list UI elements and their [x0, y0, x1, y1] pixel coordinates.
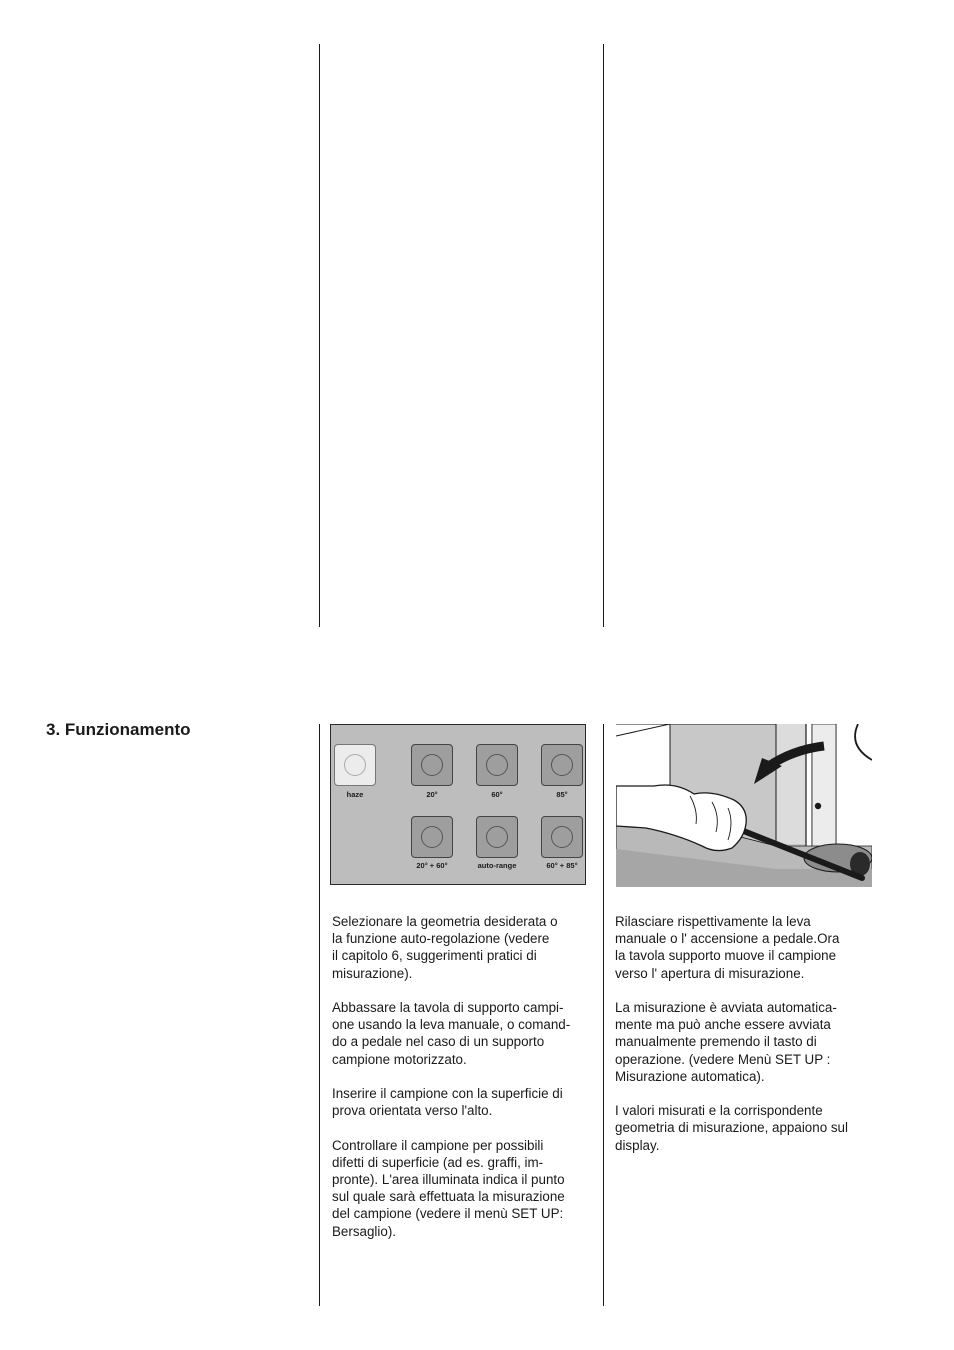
right-text-column — [615, 913, 885, 1171]
column-divider-top-left — [319, 44, 320, 627]
left-text-column — [332, 913, 594, 1257]
20-degree-key-label: 20° — [426, 790, 438, 799]
paragraph-values-displayed — [615, 1102, 885, 1154]
column-divider-bottom-right — [603, 724, 604, 1306]
key-ring-icon — [551, 826, 573, 848]
20-degree-key — [411, 744, 453, 786]
key-ring-icon — [486, 826, 508, 848]
text: I valori misurati e la corrispondente geometria di misurazione, appaiono sul display. — [615, 1103, 848, 1153]
text: Abbassare la tavola di supporto campi- one usando la leva manuale, o comand- do a pedale nel caso di un supporto campione motorizzato. — [332, 1000, 571, 1067]
key-ring-icon — [551, 754, 573, 776]
60-degree-key — [476, 744, 518, 786]
paragraph-select-geometry — [332, 913, 594, 982]
text: Inserire il campione con la superficie di prova orientata verso l'alto. — [332, 1086, 563, 1119]
60-degree-key-label: 60° — [491, 790, 503, 799]
haze-key — [334, 744, 376, 786]
column-divider-top-right — [603, 44, 604, 627]
paragraph-release-lever — [615, 913, 885, 982]
85-degree-key — [541, 744, 583, 786]
text: Rilasciare rispettivamente la leva manuale o l' accensione a pedale.Ora la tavola supporto muove il campione verso l' apertura di misurazione. — [615, 914, 840, 981]
paragraph-lower-table — [332, 999, 594, 1068]
60-plus-85-key — [541, 816, 583, 858]
column-divider-bottom-left — [319, 724, 320, 1306]
60-plus-85-key-label: 60° + 85° — [546, 861, 578, 870]
auto-range-key-label: auto-range — [477, 861, 517, 870]
20-plus-60-key — [411, 816, 453, 858]
text: La misurazione è avviata automatica- mente ma può anche essere avviata manualmente premendo il tasto di operazione. (vedere Menù SET UP : Misurazione automatica). — [615, 1000, 837, 1084]
section-heading: 3. Funzionamento — [46, 720, 191, 739]
haze-key-label: haze — [346, 790, 364, 799]
lever-illustration — [616, 724, 872, 887]
20-plus-60-key-label: 20° + 60° — [416, 861, 448, 870]
key-ring-icon — [421, 826, 443, 848]
paragraph-check-sample — [332, 1137, 594, 1240]
key-ring-icon — [344, 754, 366, 776]
paragraph-insert-sample — [332, 1085, 594, 1119]
key-ring-icon — [421, 754, 443, 776]
text: Controllare il campione per possibili difetti di superficie (ad es. graffi, im- pronte). L'area illuminata indica il punto sul quale sarà effettuata la misurazione del campione (vedere il menù SET UP: Bersaglio). — [332, 1137, 565, 1239]
text: Selezionare la geometria desiderata o la funzione auto-regolazione (vedere il capitolo 6, suggerimenti pratici di misurazione). — [332, 914, 558, 981]
85-degree-key-label: 85° — [556, 790, 568, 799]
paragraph-measurement-start — [615, 999, 885, 1085]
auto-range-key — [476, 816, 518, 858]
key-ring-icon — [486, 754, 508, 776]
keypad-panel — [330, 724, 586, 885]
